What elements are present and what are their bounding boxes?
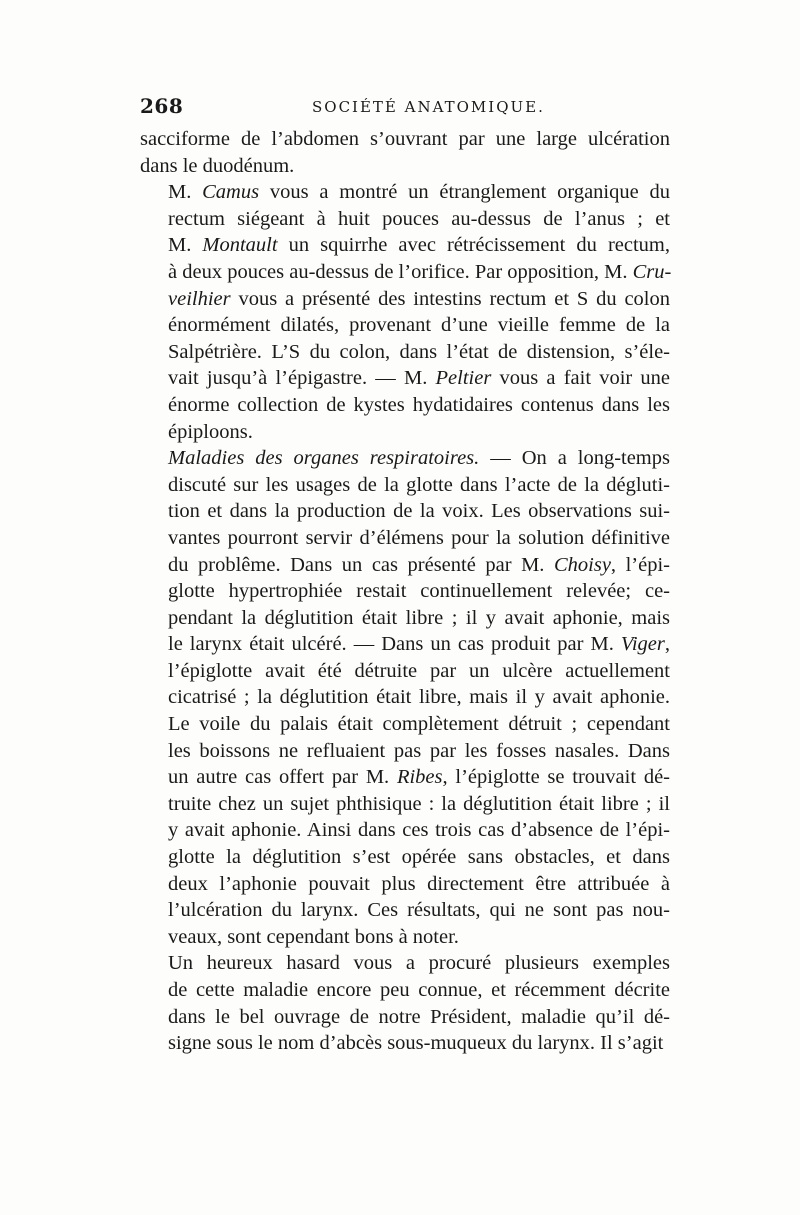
text-line: glotte hypertrophiée restait continuellement relevée; ce- — [168, 580, 670, 603]
text-line: Le voile du palais était complètement détruit ; cependant — [168, 713, 670, 736]
text-line: M. Montault un squirrhe avec rétrécissement du rectum, — [168, 234, 670, 257]
text-line: veaux, sont cependant bons à noter. — [168, 925, 459, 948]
text-line: y avait aphonie. Ainsi dans ces trois cas d’absence de l’épi- — [168, 819, 670, 842]
text-line: du problême. Dans un cas présenté par M. Choisy, l’épi- — [168, 553, 670, 576]
text-line: l’épiglotte avait été détruite par un ulcère actuellement — [168, 659, 670, 682]
text-line: glotte la déglutition s’est opérée sans obstacles, et dans — [168, 846, 670, 869]
running-title: SOCIÉTÉ ANATOMIQUE. — [312, 98, 545, 116]
text-line: discuté sur les usages de la glotte dans l’acte de la dégluti- — [168, 473, 670, 496]
text-line: vait jusqu’à l’épigastre. — M. Peltier vous a fait voir une — [168, 367, 670, 390]
text-line: Maladies des organes respiratoires. — On a long-temps — [168, 447, 670, 470]
text-line: vantes pourront servir d’élémens pour la solution définitive — [168, 526, 670, 549]
text-line: un autre cas offert par M. Ribes, l’épiglotte se trouvait dé- — [168, 766, 670, 789]
text-line: rectum siégeant à huit pouces au-dessus de l’anus ; et — [168, 207, 670, 230]
text-line: tion et dans la production de la voix. Les observations sui- — [168, 500, 670, 523]
text-line: deux l’aphonie pouvait plus directement être attribuée à — [168, 872, 670, 895]
paragraph — [140, 179, 670, 445]
text-line: énormément dilatés, provenant d’une vieille femme de la — [168, 314, 670, 337]
text-line: truite chez un sujet phthisique : la déglutition était libre ; il — [168, 792, 670, 815]
text-line: Salpétrière. L’S du colon, dans l’état de distension, s’éle- — [168, 340, 670, 363]
text-line: le larynx était ulcéré. — Dans un cas produit par M. Viger, — [168, 633, 670, 656]
text-line: sacciforme de l’abdomen s’ouvrant par une large ulcération — [140, 128, 670, 150]
text-line: épiploons. — [168, 420, 253, 443]
body-text — [140, 126, 670, 1057]
paragraph — [140, 950, 670, 1056]
text-line: cicatrisé ; la déglutition était libre, mais il y avait aphonie. — [168, 686, 670, 709]
text-line: Un heureux hasard vous a procuré plusieurs exemples — [168, 952, 670, 975]
text-line: à deux pouces au-dessus de l’orifice. Par opposition, M. Cru- — [168, 260, 672, 283]
paragraph — [140, 126, 670, 179]
running-head — [140, 94, 670, 120]
text-line: les boissons ne refluaient pas par les fosses nasales. Dans — [168, 739, 670, 762]
text-line: dans le bel ouvrage de notre Président, maladie qu’il dé- — [168, 1005, 670, 1028]
text-line: de cette maladie encore peu connue, et récemment décrite — [168, 979, 670, 1001]
text-line: signe sous le nom d’abcès sous-muqueux du larynx. Il s’agit — [168, 1032, 664, 1055]
text-line: dans le duodénum. — [140, 154, 295, 177]
text-line: veilhier vous a présenté des intestins rectum et S du colon — [168, 287, 670, 310]
text-line: énorme collection de kystes hydatidaires contenus dans les — [168, 393, 670, 416]
paragraph — [140, 445, 670, 950]
text-line: l’ulcération du larynx. Ces résultats, qui ne sont pas nou- — [168, 899, 670, 922]
text-line: M. Camus vous a montré un étranglement organique du — [168, 181, 670, 204]
page-number: 268 — [140, 94, 184, 118]
text-line: pendant la déglutition était libre ; il y avait aphonie, mais — [168, 606, 670, 629]
